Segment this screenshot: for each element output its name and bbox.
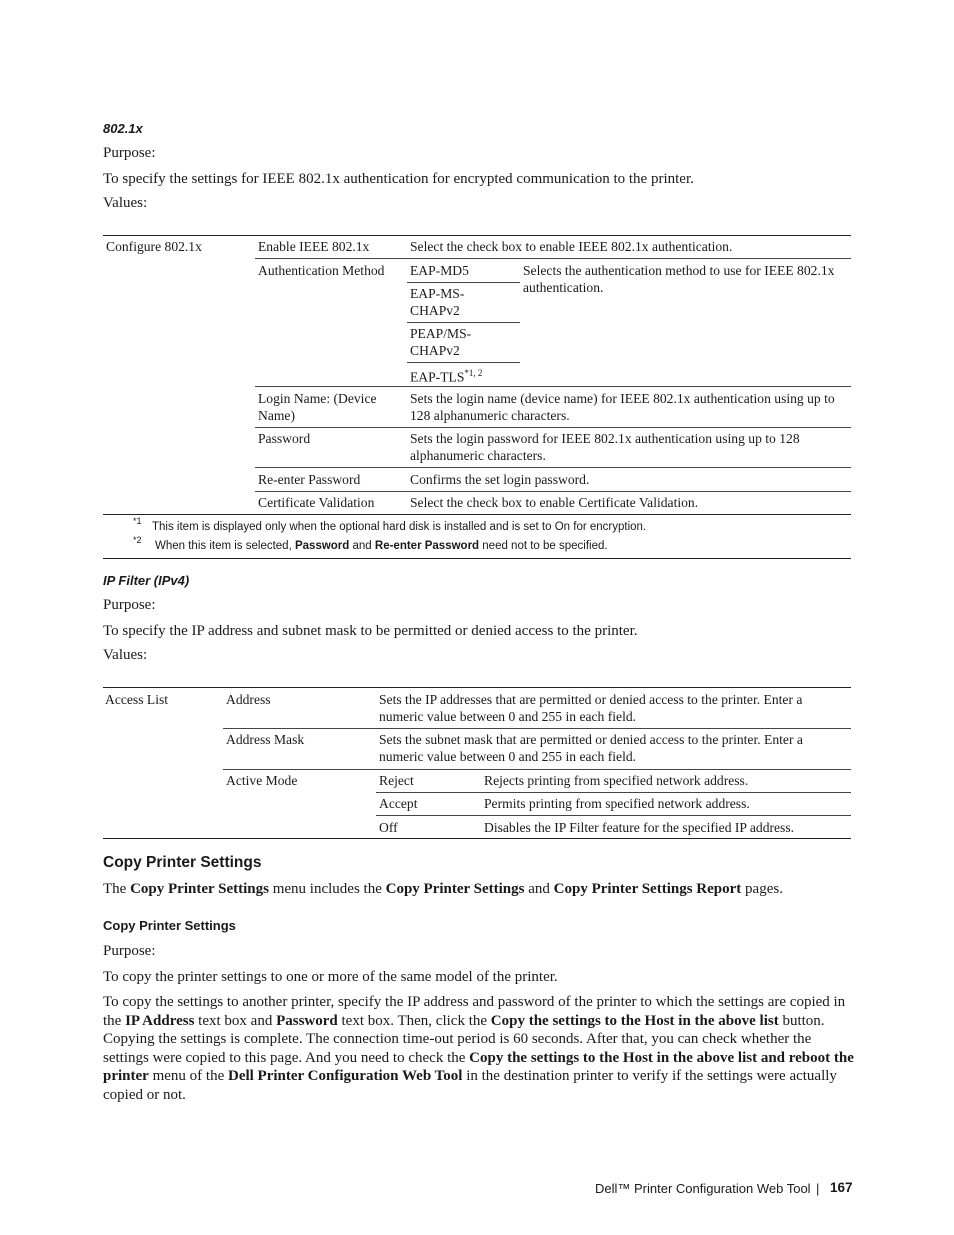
purpose-text: To specify the IP address and subnet mask to be permitted or denied access to the printer. — [103, 623, 638, 639]
mode-name: Accept — [379, 796, 418, 811]
row-desc: Sets the subnet mask that are permitted or denied access to the printer. Enter a numeric value between 0 and 255 in each field. — [379, 732, 803, 764]
purpose-text: To copy the printer settings to one or more of the same model of the printer. — [103, 969, 558, 985]
row-desc: Sets the login password for IEEE 802.1x authentication using up to 128 alphanumeric characters. — [410, 431, 800, 463]
footnote-2: When this item is selected, Password and Re-enter Password need not to be specified. — [155, 540, 608, 552]
footer-title: Dell™ Printer Configuration Web Tool — [595, 1181, 811, 1196]
page-number: 167 — [830, 1180, 853, 1195]
auth-option: EAP-MS- CHAPv2 — [410, 286, 465, 318]
row-desc: Confirms the set login password. — [410, 472, 590, 487]
purpose-label: Purpose: — [103, 943, 156, 959]
row-desc: Select the check box to enable IEEE 802.1x authentication. — [410, 239, 733, 254]
mode-name: Reject — [379, 773, 414, 788]
intro-text: The Copy Printer Settings menu includes the Copy Printer Settings and Copy Printer Settings Report pages. — [103, 881, 783, 897]
instructions-paragraph: To copy the settings to another printer, specify the IP address and password of the printer to which the settings are copied in the IP Address text box and Password text box. Then, click the Copy the settings to the Host in the above list button. Copying the settings is complete. The connection time-out period is 60 seconds. After that, you can check whether the settings were copied to this page. And you need to check the Copy the settings to the Host in the above list and reboot the printer menu of the Dell Printer Configuration Web Tool in the destination printer to verify if the settings were actually copied or not. — [103, 994, 854, 1103]
row-label: Address — [226, 692, 271, 707]
mode-desc: Disables the IP Filter feature for the specified IP address. — [484, 820, 795, 835]
row-label: Enable IEEE 802.1x — [258, 239, 370, 254]
section-title-copy-printer-settings: Copy Printer Settings — [103, 854, 262, 871]
values-label: Values: — [103, 647, 148, 663]
mode-desc: Permits printing from specified network address. — [484, 796, 750, 811]
row-label: Address Mask — [226, 732, 305, 747]
purpose-label: Purpose: — [103, 597, 156, 613]
section-title-ip-filter: IP Filter (IPv4) — [103, 573, 190, 588]
subsection-title: Copy Printer Settings — [103, 918, 236, 933]
auth-option-eap-tls: EAP-TLS$^{*1, 2}$ — [410, 368, 483, 385]
footnote-1: This item is displayed only when the optional hard disk is installed and is set to On for encryption. — [152, 521, 647, 533]
row-desc: Sets the login name (device name) for IEEE 802.1x authentication using up to 128 alphanumeric characters. — [410, 391, 835, 423]
row-label: Password — [258, 431, 311, 446]
purpose-text: To specify the settings for IEEE 802.1x authentication for encrypted communication to the printer. — [103, 171, 694, 187]
footer-separator: | — [816, 1181, 820, 1196]
row-label: Active Mode — [226, 773, 298, 788]
footnote-mark: *1 — [133, 516, 142, 526]
row-label: Login Name: (Device Name) — [258, 391, 377, 423]
auth-option: EAP-MD5 — [410, 263, 469, 278]
group-label: Access List — [105, 692, 169, 707]
row-desc: Selects the authentication method to use for IEEE 802.1x authentication. — [523, 263, 835, 295]
row-label: Certificate Validation — [258, 495, 375, 510]
section-title-8021x: 802.1x — [103, 121, 143, 136]
mode-desc: Rejects printing from specified network address. — [484, 773, 749, 788]
row-desc: Select the check box to enable Certificate Validation. — [410, 495, 699, 510]
values-label: Values: — [103, 195, 148, 211]
row-label: Re-enter Password — [258, 472, 361, 487]
footnote-mark: *2 — [133, 535, 142, 545]
group-label: Configure 802.1x — [106, 239, 202, 254]
row-label: Authentication Method — [258, 263, 385, 278]
purpose-label: Purpose: — [103, 145, 156, 161]
auth-option: PEAP/MS- CHAPv2 — [410, 326, 472, 358]
mode-name: Off — [379, 820, 398, 835]
row-desc: Sets the IP addresses that are permitted or denied access to the printer. Enter a numeric value between 0 and 255 in each field. — [379, 692, 803, 724]
